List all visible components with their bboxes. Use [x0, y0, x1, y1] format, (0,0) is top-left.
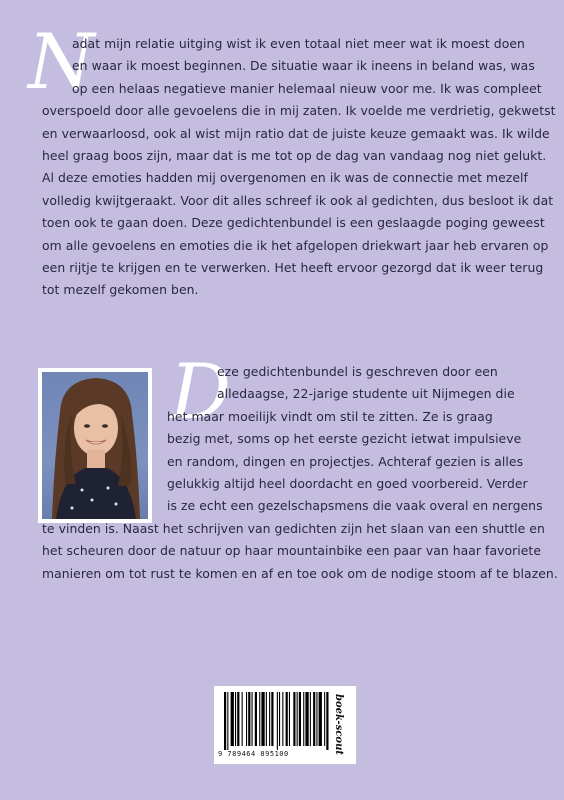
- publisher-logo: boek-scout: [333, 694, 344, 755]
- barcode-bar: [224, 692, 226, 750]
- text-line: op een helaas negatieve manier helemaal nieuw voor me. Ik was compleet: [72, 80, 542, 96]
- barcode-bar: [269, 692, 270, 746]
- text-line: om alle gevoelens en emoties die ik het afgelopen driekwart jaar heb ervaren op: [42, 237, 549, 253]
- barcode-bar: [299, 692, 301, 746]
- barcode-bar: [271, 692, 273, 746]
- barcode-bar: [231, 692, 234, 746]
- barcode-bar: [286, 692, 288, 746]
- barcode-bar: [303, 692, 304, 746]
- barcode-bar: [316, 692, 317, 746]
- barcode-bar: [305, 692, 308, 746]
- barcode-bar: [319, 692, 322, 746]
- barcode-bar: [246, 692, 247, 746]
- barcode-bar: [235, 692, 236, 746]
- text-line: en waar ik moest beginnen. De situatie waar ik ineens in beland was, was: [72, 58, 535, 74]
- barcode-bar: [326, 692, 328, 750]
- barcode-bar: [297, 692, 298, 746]
- text-line: bezig met, soms op het eerste gezicht ietwat impulsieve: [167, 431, 522, 447]
- text-line: overspoeld door alle gevoelens die in mij zaten. Ik voelde me verdrietig, gekwetst: [42, 103, 556, 119]
- text-line: volledig kwijtgeraakt. Voor dit alles schreef ik ook al gedichten, dus besloot ik dat: [42, 192, 554, 208]
- barcode-bar: [248, 692, 250, 746]
- isbn-number: 9 789464 895100: [218, 750, 289, 758]
- barcode-bar: [310, 692, 311, 746]
- text-line: alledaagse, 22-jarige studente uit Nijmegen die: [217, 386, 515, 402]
- barcode-bars: [214, 686, 338, 752]
- dropcap-n: N: [28, 17, 95, 106]
- barcode-bar: [293, 692, 295, 746]
- barcode-bar: [261, 692, 264, 746]
- barcode-bar: [282, 692, 283, 746]
- text-line: is ze echt een gezelschapsmens die vaak overal en nergens: [167, 498, 543, 514]
- text-line: en random, dingen en projectjes. Achteraf gezien is alles: [167, 453, 524, 469]
- text-line: een rijtje te krijgen en te verwerken. Het heeft ervoor gezorgd dat ik weer terug: [42, 260, 544, 276]
- barcode-bar: [237, 692, 239, 746]
- barcode-bar: [266, 692, 267, 746]
- text-line: te vinden is. Naast het schrijven van gedichten zijn het slaan van een shuttle en: [42, 520, 545, 536]
- barcode-bar: [252, 692, 253, 746]
- author-bio-paragraph: [42, 361, 558, 585]
- text-line: het scheuren door de natuur op haar mountainbike een paar van haar favoriete: [42, 543, 542, 559]
- text-line: Al deze emoties hadden mij overgenomen en ik was de connectie met mezelf: [42, 170, 528, 186]
- barcode-bar: [313, 692, 315, 746]
- barcode-bar: [324, 692, 325, 746]
- text-line: adat mijn relatie uitging wist ik even totaal niet meer wat ik moest doen: [72, 36, 525, 51]
- barcode-bar: [279, 692, 280, 746]
- text-line: toen ook te gaan doen. Deze gedichtenbundel is een geslaagde poging geweest: [42, 215, 545, 231]
- barcode-bar: [289, 692, 290, 746]
- barcode-bar: [277, 692, 278, 750]
- text-line: eze gedichtenbundel is geschreven door een: [217, 364, 498, 379]
- barcode-bar: [255, 692, 257, 746]
- barcode-bar: [227, 692, 228, 750]
- text-line: en verwaarloosd, ook al wist mijn ratio dat de juiste keuze gemaakt was. Ik wilde: [42, 125, 550, 141]
- text-line: manieren om tot rust te komen en af en toe ook om de nodige stoom af te blazen.: [42, 565, 558, 581]
- text-line: heel graag boos zijn, maar dat is me tot op de dag van vandaag nog niet gelukt.: [42, 148, 547, 164]
- barcode-bar: [259, 692, 260, 746]
- dropcap-d: D: [170, 347, 231, 436]
- text-line: het maar moeilijk vindt om stil te zitten. Ze is graag: [167, 408, 493, 424]
- barcode-bar: [242, 692, 243, 746]
- text-line: gelukkig altijd heel doordacht en goed voorbereid. Verder: [167, 476, 528, 492]
- text-line: tot mezelf gekomen ben.: [42, 282, 199, 298]
- author-story-paragraph: [42, 33, 556, 302]
